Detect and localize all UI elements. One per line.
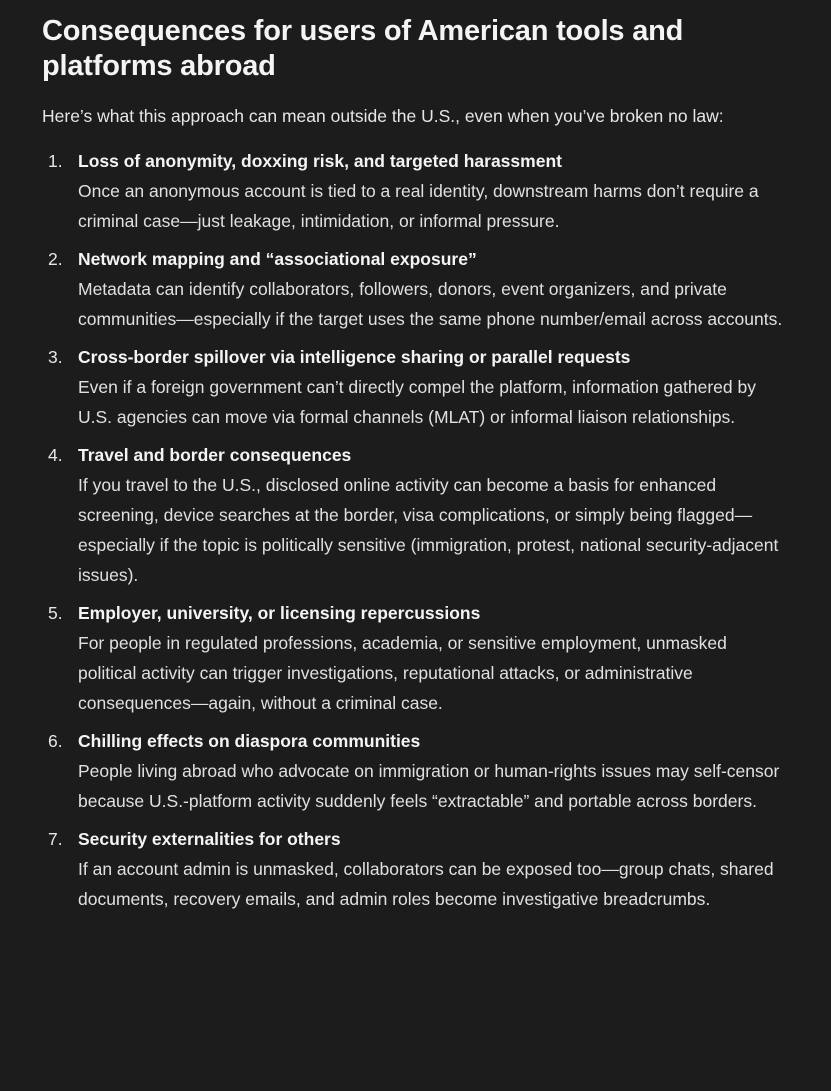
list-item	[42, 824, 789, 914]
list-item	[42, 244, 789, 334]
item-body: Metadata can identify collaborators, followers, donors, event organizers, and private communities—especially if the target uses the same phone number/email across accounts.	[78, 279, 783, 329]
item-heading: Travel and border consequences	[78, 445, 352, 465]
item-heading: Loss of anonymity, doxxing risk, and targeted harassment	[78, 151, 562, 171]
item-number: 4.	[48, 445, 63, 465]
item-number: 6.	[48, 731, 63, 751]
item-number: 2.	[48, 249, 63, 269]
item-number: 3.	[48, 347, 63, 367]
item-number: 1.	[48, 151, 63, 171]
item-heading: Network mapping and “associational exposure”	[78, 249, 477, 269]
consequences-list	[42, 146, 789, 914]
list-item	[42, 440, 789, 590]
item-number: 5.	[48, 603, 63, 623]
list-item	[42, 146, 789, 236]
item-heading: Chilling effects on diaspora communities	[78, 731, 421, 751]
intro-paragraph: Here’s what this approach can mean outside the U.S., even when you’ve broken no law:	[42, 106, 724, 126]
item-body: For people in regulated professions, academia, or sensitive employment, unmasked political activity can trigger investigations, reputational attacks, or administrative consequences—again, without a criminal case.	[78, 633, 727, 713]
list-item	[42, 342, 789, 432]
item-heading: Cross-border spillover via intelligence sharing or parallel requests	[78, 347, 631, 367]
item-body: If an account admin is unmasked, collaborators can be exposed too—group chats, shared documents, recovery emails, and admin roles become investigative breadcrumbs.	[78, 859, 774, 909]
item-body: If you travel to the U.S., disclosed online activity can become a basis for enhanced screening, device searches at the border, visa complications, or simply being flagged—especially if the topic is politically sensitive (immigration, protest, national security-adjacent issues).	[78, 475, 779, 585]
item-heading: Employer, university, or licensing repercussions	[78, 603, 481, 623]
item-body: Even if a foreign government can’t directly compel the platform, information gathered by U.S. agencies can move via formal channels (MLAT) or informal liaison relationships.	[78, 377, 756, 427]
item-body: Once an anonymous account is tied to a real identity, downstream harms don’t require a criminal case—just leakage, intimidation, or informal pressure.	[78, 181, 759, 231]
page-title: Consequences for users of American tools and platforms abroad	[42, 15, 684, 82]
list-item	[42, 726, 789, 816]
item-number: 7.	[48, 829, 63, 849]
item-heading: Security externalities for others	[78, 829, 341, 849]
item-body: People living abroad who advocate on immigration or human-rights issues may self-censor because U.S.-platform activity suddenly feels “extractable” and portable across borders.	[78, 761, 780, 811]
list-item	[42, 598, 789, 718]
